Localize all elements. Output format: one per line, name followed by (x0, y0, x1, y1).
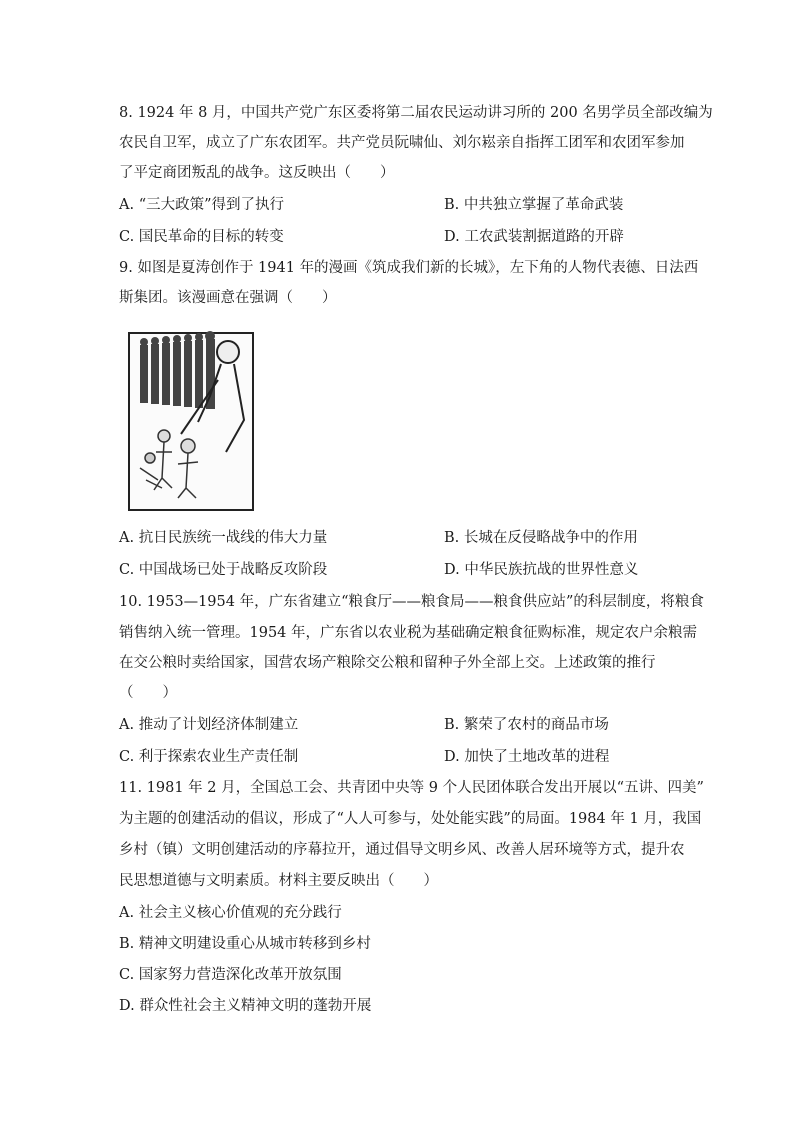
q11-stem-line-3: 乡村（镇）文明创建活动的序幕拉开，通过倡导文明乡风、改善人居环境等方式，提升农 (119, 842, 685, 858)
q8-option-a[interactable]: A. “三大政策”得到了执行 (119, 197, 285, 213)
q10-stem-line-3: 在交公粮时卖给国家，国营农场产粮除交公粮和留种子外全部上交。上述政策的推行 (119, 655, 656, 671)
q9-option-c[interactable]: C. 中国战场已处于战略反攻阶段 (119, 562, 328, 578)
q8-option-b[interactable]: B. 中共独立掌握了革命武装 (444, 197, 624, 213)
q10-stem-line-2: 销售纳入统一管理。1954 年，广东省以农业税为基础确定粮食征购标准，规定农户余粮需 (119, 625, 698, 641)
q9-option-b[interactable]: B. 长城在反侵略战争中的作用 (444, 530, 638, 546)
q11-option-b[interactable]: B. 精神文明建设重心从城市转移到乡村 (119, 936, 371, 952)
q10-stem-line-4: （ ） (119, 685, 177, 701)
q8-option-c[interactable]: C. 国民革命的目标的转变 (119, 229, 284, 245)
q10-stem-line-1: 10. 1953—1954 年，广东省建立“粮食厅——粮食局——粮食供应站”的科层制度，将粮食 (119, 594, 704, 610)
q9-option-d[interactable]: D. 中华民族抗战的世界性意义 (444, 562, 639, 578)
q9-stem-line-1: 9. 如图是夏涛创作于 1941 年的漫画《筑成我们新的长城》，左下角的人物代表德、日法西 (119, 260, 699, 276)
q8-option-d[interactable]: D. 工农武装割据道路的开辟 (444, 229, 624, 245)
q11-stem-line-1: 11. 1981 年 2 月，全国总工会、共青团中央等 9 个人民团体联合发出开展以“五讲、四美” (119, 780, 704, 796)
q9-option-a[interactable]: A. 抗日民族统一战线的伟大力量 (119, 530, 328, 546)
q11-stem-line-2: 为主题的创建活动的倡议，形成了“人人可参与，处处能实践”的局面。1984 年 1 月，我国 (119, 811, 702, 827)
q11-option-d[interactable]: D. 群众性社会主义精神文明的蓬勃开展 (119, 998, 372, 1014)
q10-option-a[interactable]: A. 推动了计划经济体制建立 (119, 717, 299, 733)
q9-stem-line-2: 斯集团。该漫画意在强调（ ） (119, 290, 337, 306)
cartoon-image (126, 330, 256, 513)
q8-stem-line-1: 8. 1924 年 8 月，中国共产党广东区委将第二届农民运动讲习所的 200 名男学员全部改编为 (119, 105, 713, 121)
q11-stem-line-4: 民思想道德与文明素质。材料主要反映出（ ） (119, 873, 438, 889)
q8-stem-line-3: 了平定商团叛乱的战争。这反映出（ ） (119, 165, 395, 181)
q11-option-a[interactable]: A. 社会主义核心价值观的充分践行 (119, 905, 342, 921)
q10-option-b[interactable]: B. 繁荣了农村的商品市场 (444, 717, 609, 733)
q10-option-c[interactable]: C. 利于探索农业生产责任制 (119, 749, 299, 765)
q8-stem-line-2: 农民自卫军，成立了广东农团军。共产党员阮啸仙、刘尔崧亲自指挥工团军和农团军参加 (119, 135, 685, 151)
q11-option-c[interactable]: C. 国家努力营造深化改革开放氛围 (119, 967, 342, 983)
q10-option-d[interactable]: D. 加快了土地改革的进程 (444, 749, 610, 765)
